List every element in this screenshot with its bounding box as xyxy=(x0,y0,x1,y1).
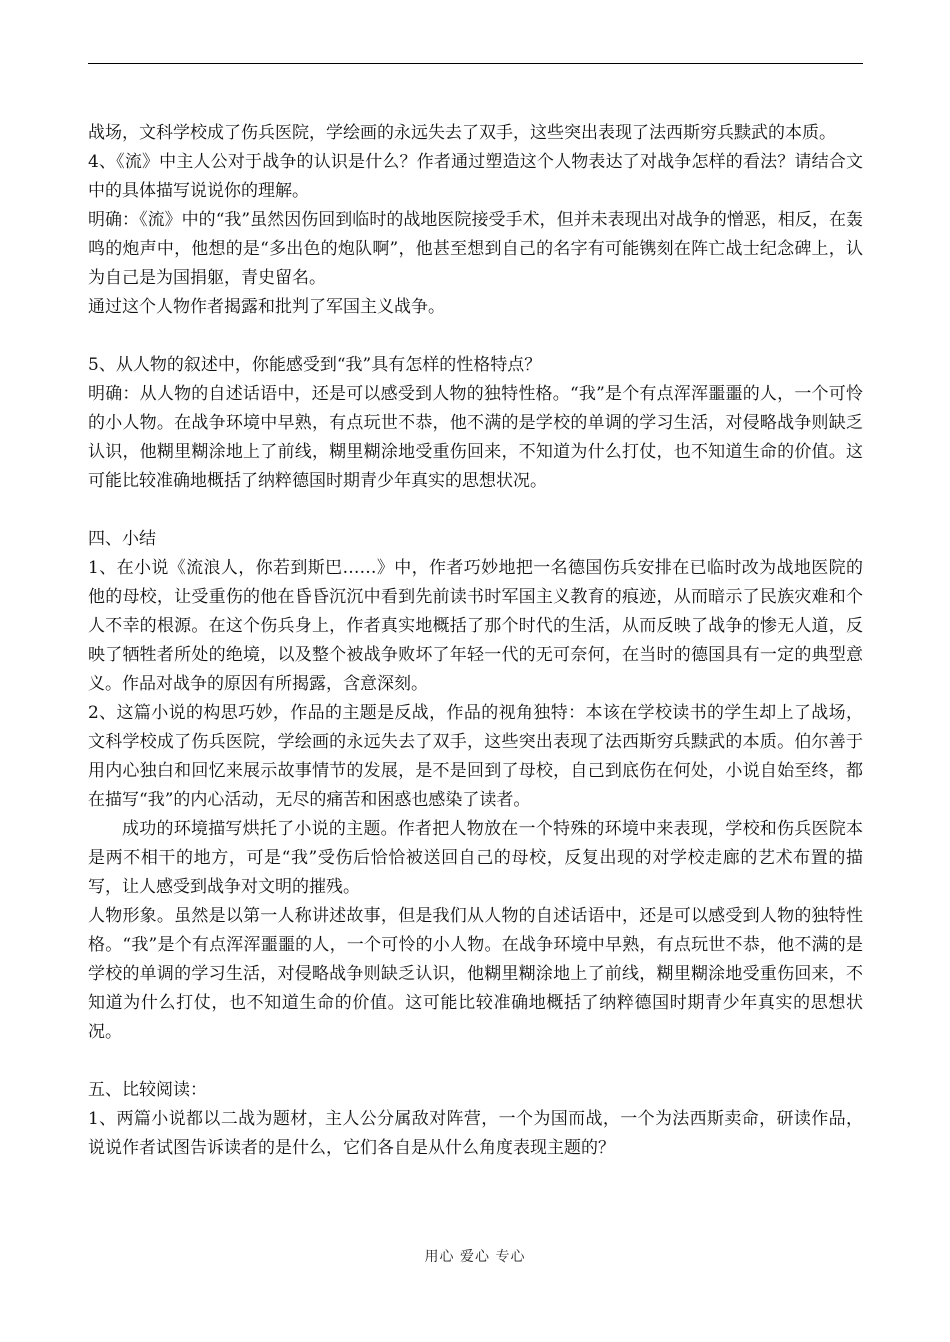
paragraph: 明确：从人物的自述话语中，还是可以感受到人物的独特性格。“我”是个有点浑浑噩噩的人，一个可怜的小人物。在战争环境中早熟，有点玩世不恭，他不满的是学校的单调的学习生活，对侵略战争则缺乏认识，他糊里糊涂地上了前线，糊里糊涂地受重伤回来，不知道为什么打仗，也不知道生命的价值。这可能比较准确地概括了纳粹德国时期青少年真实的思想状况。 xyxy=(88,384,863,491)
paragraph: 成功的环境描写烘托了小说的主题。作者把人物放在一个特殊的环境中来表现，学校和伤兵医院本是两不相干的地方，可是“我”受伤后恰恰被送回自己的母校，反复出现的对学校走廊的艺术布置的描写，让人感受到战争对文明的摧残。 xyxy=(88,819,863,897)
page-footer: 用心 爱心 专心 xyxy=(424,1249,526,1265)
paragraph: 通过这个人物作者揭露和批判了军国主义战争。 xyxy=(88,297,445,317)
paragraph-gap xyxy=(88,1047,863,1076)
paragraph: 4、《流》中主人公对于战争的认识是什么？作者通过塑造这个人物表达了对战争怎样的看法？请结合文中的具体描写说说你的理解。 xyxy=(88,152,863,201)
document-body xyxy=(88,119,863,1163)
paragraph: 五、比较阅读： xyxy=(88,1080,207,1100)
paragraph-gap xyxy=(88,496,863,525)
paragraph: 明确：《流》中的“我”虽然因伤回到临时的战地医院接受手术，但并未表现出对战争的憎恶，相反，在轰鸣的炮声中，他想的是“多出色的炮队啊”，他甚至想到自己的名字有可能镌刻在阵亡战士纪念碑上，认为自己是为国捐躯，青史留名。 xyxy=(88,210,863,288)
paragraph-gap xyxy=(88,322,863,351)
paragraph: 2、这篇小说的构思巧妙，作品的主题是反战，作品的视角独特：本该在学校读书的学生却上了战场，文科学校成了伤兵医院，学绘画的永远失去了双手，这些突出表现了法西斯穷兵黩武的本质。伯尔善于用内心独白和回忆来展示故事情节的发展，是不是回到了母校，自己到底伤在何处，小说自始至终，都在描写“我”的内心活动，无尽的痛苦和困惑也感染了读者。 xyxy=(88,703,863,810)
header-rule xyxy=(88,63,863,64)
paragraph: 5、从人物的叙述中，你能感受到“我”具有怎样的性格特点？ xyxy=(88,355,542,375)
paragraph: 1、在小说《流浪人，你若到斯巴……》中，作者巧妙地把一名德国伤兵安排在已临时改为战地医院的他的母校，让受重伤的他在昏昏沉沉中看到先前读书时军国主义教育的痕迹，从而暗示了民族灾难和个人不幸的根源。在这个伤兵身上，作者真实地概括了那个时代的生活，从而反映了战争的惨无人道，反映了牺牲者所处的绝境，以及整个被战争败坏了年轻一代的无可奈何，在当时的德国具有一定的典型意义。作品对战争的原因有所揭露，含意深刻。 xyxy=(88,558,863,694)
paragraph: 1、两篇小说都以二战为题材，主人公分属敌对阵营，一个为国而战，一个为法西斯卖命，研读作品，说说作者试图告诉读者的是什么，它们各自是从什么角度表现主题的？ xyxy=(88,1109,863,1158)
paragraph: 四、小结 xyxy=(88,529,156,549)
paragraph: 人物形象。虽然是以第一人称讲述故事，但是我们从人物的自述话语中，还是可以感受到人物的独特性格。“我”是个有点浑浑噩噩的人，一个可怜的小人物。在战争环境中早熟，有点玩世不恭，他不满的是学校的单调的学习生活，对侵略战争则缺乏认识，他糊里糊涂地上了前线，糊里糊涂地受重伤回来，不知道为什么打仗，也不知道生命的价值。这可能比较准确地概括了纳粹德国时期青少年真实的思想状况。 xyxy=(88,906,863,1042)
paragraph: 战场，文科学校成了伤兵医院，学绘画的永远失去了双手，这些突出表现了法西斯穷兵黩武的本质。 xyxy=(88,123,836,143)
